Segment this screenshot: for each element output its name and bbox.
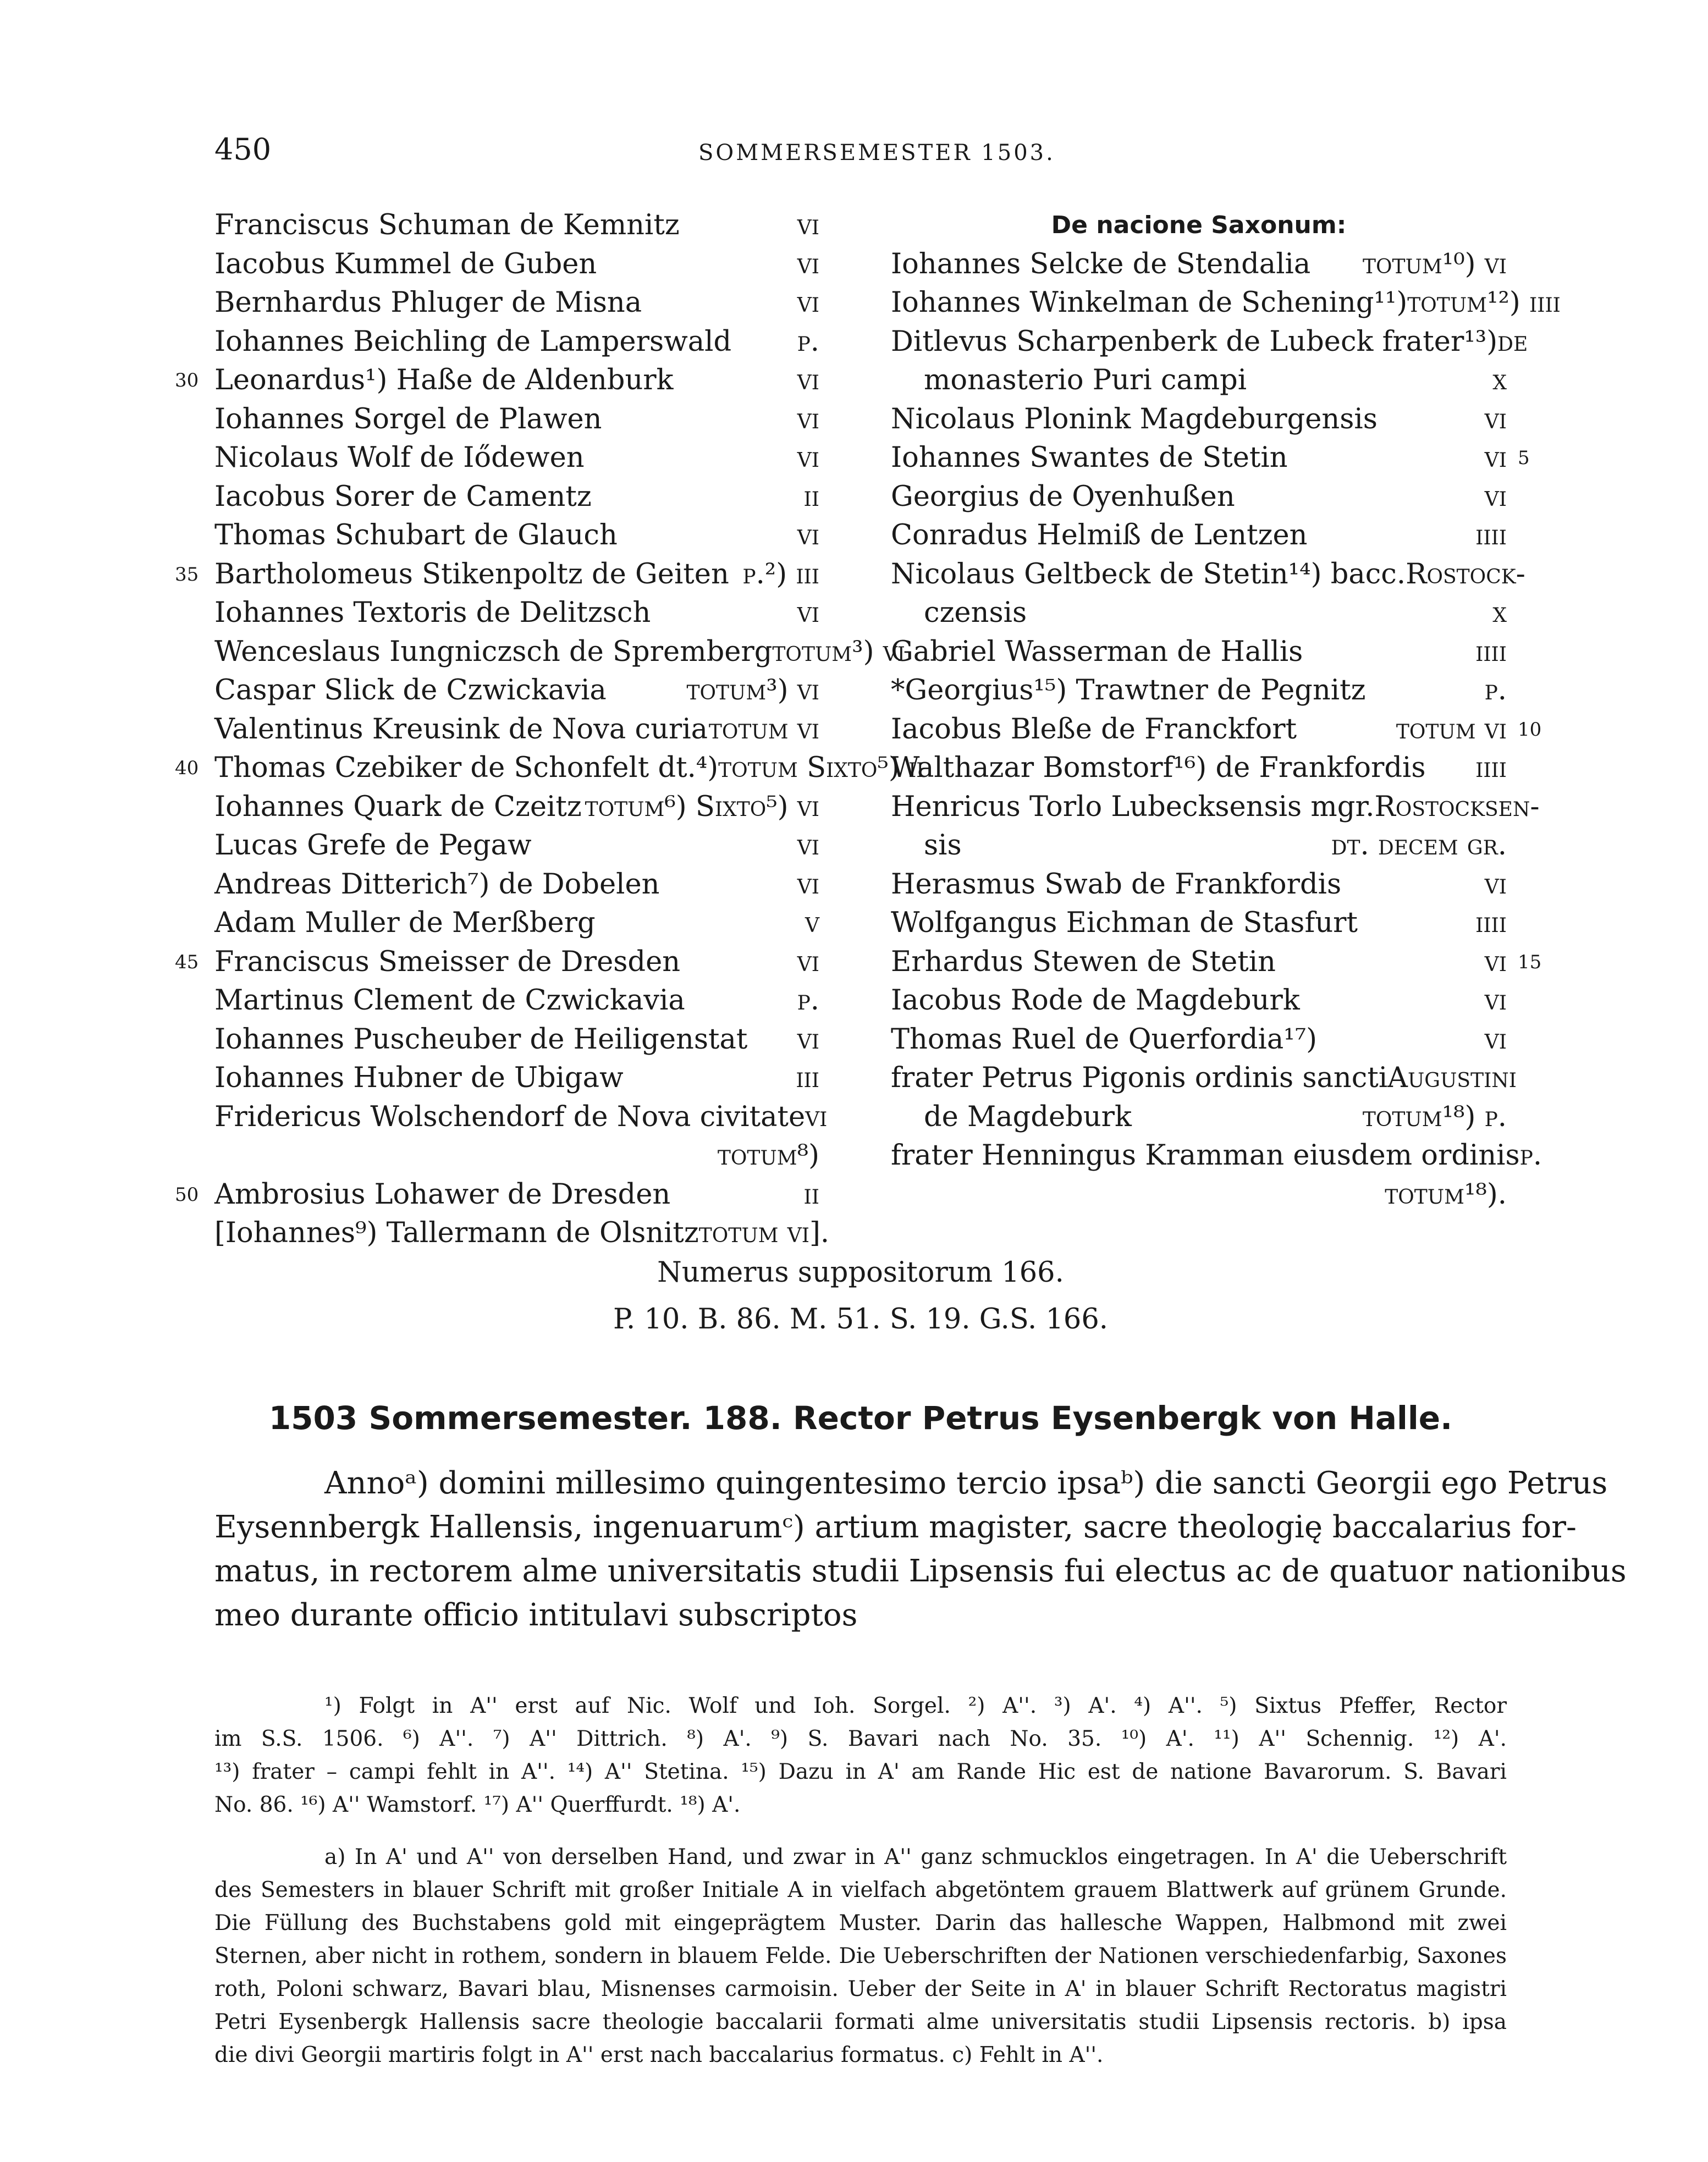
entry-fee: totum⁸) — [717, 1139, 819, 1172]
entry-fee: vi — [797, 519, 819, 551]
entry-fee: iiii — [1475, 519, 1507, 551]
entry-fee: vi — [1484, 402, 1507, 435]
register-entry — [891, 671, 1507, 710]
entry-fee: vi — [1484, 442, 1507, 474]
line-number: 50 — [175, 1184, 199, 1206]
line-number: 10 — [1518, 719, 1542, 741]
page-number: 450 — [214, 132, 272, 167]
entry-name: Adam Muller de Merßberg — [214, 907, 596, 939]
entry-fee: vi — [797, 868, 819, 901]
entry-name: de Magdeburk — [924, 1100, 1132, 1133]
entry-fee: vi — [1484, 1023, 1507, 1056]
summary-breakdown: P. 10. B. 86. M. 51. S. 19. G.S. 166. — [613, 1303, 1108, 1336]
entry-fee: iiii — [1475, 635, 1507, 668]
entry-name: Iohannes Puscheuber de Heiligenstat — [214, 1023, 748, 1056]
entry-name: Herasmus Swab de Frankfordis — [891, 868, 1342, 901]
nation-heading-text: De nacione Saxonum: — [1051, 211, 1347, 239]
entry-fee: p. — [1484, 674, 1507, 707]
entry-fee: iiii — [1475, 907, 1507, 939]
entry-name: Caspar Slick de Czwickavia — [214, 674, 607, 707]
footnote-line: No. 86. ¹⁶) A'' Wamstorf. ¹⁷) A'' Querffurdt. ¹⁸) A'. — [214, 1793, 741, 1817]
register-entry — [214, 981, 819, 1021]
entry-name: Nicolaus Geltbeck de Stetin¹⁴) bacc. — [891, 558, 1406, 591]
entry-fee: p.²) iii — [742, 558, 819, 591]
footnote-line: Die Füllung des Buchstabens gold mit eingeprägtem Muster. Darin das hallesche Wappen, Halbmond mit zwei — [214, 1911, 1507, 1935]
nation-heading — [891, 206, 1507, 245]
entry-fee: totum¹²) iiii — [1407, 286, 1561, 319]
register-entry — [891, 400, 1507, 439]
entry-fee: totum¹⁸) p. — [1362, 1100, 1507, 1133]
entry-name: Iohannes Sorgel de Plawen — [214, 402, 602, 435]
register-entry — [214, 1137, 819, 1176]
register-entry — [891, 865, 1507, 904]
register-entry — [214, 400, 819, 439]
entry-name: Iohannes Beichling de Lamperswald — [214, 325, 732, 358]
entry-fee: x — [1492, 597, 1507, 629]
register-entry — [214, 671, 819, 710]
register-entry — [891, 516, 1507, 555]
register-entry — [214, 1176, 819, 1215]
entry-name: Thomas Schubart de Glauch — [214, 519, 618, 551]
register-entry — [214, 826, 819, 865]
body-text-line: Annoᵃ) domini millesimo quingentesimo tercio ipsaᵇ) die sancti Georgii ego Petrus — [324, 1465, 1608, 1501]
register-entry — [214, 788, 819, 827]
register-entry — [214, 361, 819, 400]
entry-name: Wolfgangus Eichman de Stasfurt — [891, 907, 1358, 939]
entry-fee: vi — [797, 364, 819, 396]
entry-name: [Iohannes⁹) Tallermann de Olsnitz — [214, 1217, 699, 1249]
entry-name: Henricus Torlo Lubecksensis mgr. — [891, 790, 1375, 823]
entry-fee: iiii — [1475, 752, 1507, 784]
register-entry — [214, 1214, 830, 1253]
entry-fee: x — [1492, 364, 1507, 396]
entry-fee: vi — [1484, 945, 1507, 978]
register-entry — [214, 865, 819, 904]
running-head: SOMMERSEMESTER 1503. — [698, 140, 1055, 166]
entry-name: Gabriel Wasserman de Hallis — [891, 635, 1303, 668]
entry-fee: vi — [797, 247, 819, 280]
line-number: 40 — [175, 757, 199, 779]
entry-fee: vi — [797, 1023, 819, 1056]
entry-name: Iacobus Sorer de Camentz — [214, 480, 592, 513]
register-entry — [214, 633, 905, 672]
register-entry — [891, 439, 1507, 478]
register-entry — [214, 245, 819, 284]
entry-name: Iohannes Winkelman de Schening¹¹) — [891, 286, 1408, 319]
register-entry — [891, 245, 1507, 284]
right-register-column — [891, 206, 1561, 1214]
entry-fee: vi — [797, 829, 819, 862]
entry-name: Andreas Ditterich⁷) de Dobelen — [214, 868, 660, 901]
entry-name: Iohannes Quark de Czeitz — [214, 790, 582, 823]
entry-name: Iohannes Selcke de Stendalia — [891, 247, 1311, 280]
footnote-line: des Semesters in blauer Schrift mit großer Initiale A in vielfach abgetöntem grauem Blattwerk auf grünem Grunde. — [214, 1878, 1507, 1902]
register-entry — [214, 555, 819, 594]
entry-name: *Georgius¹⁵) Trawtner de Pegnitz — [891, 674, 1366, 707]
entry-fee: de — [1497, 325, 1528, 358]
entry-fee: totum³) vi — [686, 674, 819, 707]
footnote-line: roth, Poloni schwarz, Bavari blau, Misnenses carmoisin. Ueber der Seite in A' in blauer Schrift Rectoratus magistri — [214, 1977, 1507, 2001]
entry-fee: totum Sixto⁵) ii — [718, 752, 924, 784]
register-entry — [891, 1021, 1507, 1060]
entry-fee: iii — [796, 1062, 819, 1094]
register-entry — [891, 710, 1507, 749]
entry-fee: vi — [805, 1100, 828, 1133]
entry-name: Bernhardus Phluger de Misna — [214, 286, 642, 319]
entry-name: Ditlevus Scharpenberk de Lubeck frater¹³) — [891, 325, 1498, 358]
register-entry — [891, 788, 1540, 827]
entry-name: czensis — [924, 597, 1027, 629]
summary-total: Numerus suppositorum 166. — [657, 1256, 1064, 1289]
entry-fee: p. — [797, 325, 819, 358]
register-entry — [891, 633, 1507, 672]
entry-name: Iacobus Kummel de Guben — [214, 247, 597, 280]
entry-fee: vi — [1484, 480, 1507, 513]
entry-fee: vi — [1484, 984, 1507, 1017]
register-entry — [214, 904, 819, 943]
register-entry — [891, 1059, 1517, 1098]
register-entry — [891, 943, 1507, 982]
entry-fee: ii — [803, 1178, 819, 1211]
register-entry — [891, 478, 1507, 517]
entry-name: Leonardus¹) Haße de Aldenburk — [214, 364, 674, 396]
entry-fee: p. — [797, 984, 819, 1017]
register-entry — [214, 439, 819, 478]
register-entry — [214, 323, 819, 362]
entry-name: Iacobus Rode de Magdeburk — [891, 984, 1300, 1017]
entry-fee: totum¹⁸). — [1385, 1178, 1507, 1211]
entry-fee: p. — [1519, 1139, 1542, 1172]
entry-name: frater Henningus Kramman eiusdem ordinis — [891, 1139, 1520, 1172]
register-entry — [214, 1059, 819, 1098]
entry-fee: Rostock- — [1406, 558, 1525, 591]
entry-fee: totum vi — [1396, 713, 1507, 746]
body-text-line: meo durante officio intitulavi subscriptos — [214, 1597, 858, 1633]
register-entry — [214, 710, 819, 749]
body-text-line: matus, in rectorem alme universitatis studii Lipsensis fui electus ac de quatuor nationibus — [214, 1553, 1627, 1589]
body-text-line: Eysennbergk Hallensis, ingenuarumᶜ) artium magister, sacre theologię baccalarius for- — [214, 1509, 1577, 1545]
entry-fee: v — [805, 907, 819, 939]
entry-fee: vi — [797, 597, 819, 629]
register-entry — [891, 594, 1507, 633]
entry-name: Conradus Helmiß de Lentzen — [891, 519, 1308, 551]
entry-fee: vi — [797, 442, 819, 474]
register-entry — [891, 1098, 1507, 1137]
entry-fee: vi — [797, 945, 819, 978]
entry-name: Georgius de Oyenhußen — [891, 480, 1235, 513]
entry-name: frater Petrus Pigonis ordinis sancti — [891, 1062, 1388, 1094]
register-entry — [891, 284, 1561, 323]
entry-name: monasterio Puri campi — [924, 364, 1247, 396]
register-entry — [214, 1098, 828, 1137]
register-entry — [891, 1137, 1542, 1176]
entry-fee: dt. decem gr. — [1331, 829, 1507, 862]
line-number: 5 — [1518, 447, 1530, 469]
entry-name: Ambrosius Lohawer de Dresden — [214, 1178, 671, 1211]
footnote-line: im S.S. 1506. ⁶) A''. ⁷) A'' Dittrich. ⁸) A'. ⁹) S. Bavari nach No. 35. ¹⁰) A'. ¹¹) A'' Schennig. ¹²) A'. — [214, 1727, 1507, 1751]
entry-fee: vi — [797, 402, 819, 435]
entry-name: Iohannes Hubner de Ubigaw — [214, 1062, 624, 1094]
line-number: 30 — [175, 369, 199, 391]
entry-name: Bartholomeus Stikenpoltz de Geiten — [214, 558, 729, 591]
entry-name: Nicolaus Plonink Magdeburgensis — [891, 402, 1378, 435]
entry-name: sis — [924, 829, 962, 862]
entry-fee: ii — [803, 480, 819, 513]
entry-name: Martinus Clement de Czwickavia — [214, 984, 685, 1017]
entry-name: Iohannes Textoris de Delitzsch — [214, 597, 651, 629]
register-entry — [214, 516, 819, 555]
entry-fee: vi — [797, 286, 819, 319]
footnote-line: ¹) Folgt in A'' erst auf Nic. Wolf und Ioh. Sorgel. ²) A''. ³) A'. ⁴) A''. ⁵) Sixtus Pfeffer, Rector — [324, 1694, 1507, 1718]
left-register-column — [214, 206, 924, 1253]
entry-fee: totum⁶) Sixto⁵) vi — [585, 790, 819, 823]
register-entry — [214, 1021, 819, 1060]
entry-name: Thomas Ruel de Querfordia¹⁷) — [891, 1023, 1318, 1056]
entry-name: Wenceslaus Iungniczsch de Spremberg — [214, 635, 773, 668]
entry-fee: Rostocksen- — [1374, 790, 1540, 823]
register-entry — [891, 749, 1507, 788]
entry-name: Lucas Grefe de Pegaw — [214, 829, 532, 862]
section-heading: 1503 Sommersemester. 188. Rector Petrus Eysenbergk von Halle. — [268, 1399, 1453, 1437]
entry-fee: totum vi — [708, 713, 819, 746]
entry-fee: totum³) vi — [772, 635, 905, 668]
entry-name: Thomas Czebiker de Schonfelt dt.⁴) — [214, 752, 719, 784]
entry-name: Fridericus Wolschendorf de Nova civitate — [214, 1100, 806, 1133]
register-entry — [214, 943, 819, 982]
footnote-line: die divi Georgii martiris folgt in A'' erst nach baccalarius formatus. c) Fehlt in A''. — [214, 2043, 1104, 2067]
entry-fee: totum vi]. — [698, 1217, 830, 1249]
entry-name: Iohannes Swantes de Stetin — [891, 442, 1288, 474]
entry-name: Franciscus Smeisser de Dresden — [214, 945, 681, 978]
line-number: 45 — [175, 951, 199, 973]
register-entry — [214, 284, 819, 323]
footnote-line: ¹³) frater – campi fehlt in A''. ¹⁴) A'' Stetina. ¹⁵) Dazu in A' am Rande Hic est de natione Bavarorum. S. Bavari — [214, 1760, 1507, 1784]
entry-name: Nicolaus Wolf de Iődewen — [214, 442, 585, 474]
entry-name: Valentinus Kreusink de Nova curia — [214, 713, 708, 746]
line-number: 15 — [1518, 951, 1542, 973]
entry-fee: vi — [1484, 868, 1507, 901]
footnote-line: Sternen, aber nicht in rothem, sondern in blauem Felde. Die Ueberschriften der Nationen verschiedenfarbig, Saxones — [214, 1944, 1507, 1968]
entry-fee: Augustini — [1387, 1062, 1517, 1094]
register-entry — [214, 749, 924, 788]
entry-name: Walthazar Bomstorf¹⁶) de Frankfordis — [891, 752, 1426, 784]
register-entry — [891, 904, 1507, 943]
register-entry — [891, 826, 1507, 865]
entry-name: Franciscus Schuman de Kemnitz — [214, 209, 680, 241]
line-number: 35 — [175, 564, 199, 586]
register-entry — [214, 206, 819, 245]
register-entry — [891, 1176, 1507, 1215]
entry-fee: totum¹⁰) vi — [1363, 247, 1507, 280]
footnote-line: a) In A' und A'' von derselben Hand, und zwar in A'' ganz schmucklos eingetragen. In A' die Ueberschrift — [324, 1845, 1507, 1869]
footnote-line: Petri Eysenbergk Hallensis sacre theologie baccalarii formati alme universitatis studii Lipsensis rectoris. b) ipsa — [214, 2010, 1507, 2034]
register-entry — [214, 478, 819, 517]
register-entry — [891, 555, 1525, 594]
register-entry — [891, 323, 1528, 362]
register-entry — [891, 981, 1507, 1021]
register-entry — [891, 361, 1507, 400]
entry-name: Erhardus Stewen de Stetin — [891, 945, 1276, 978]
entry-fee: vi — [797, 209, 819, 241]
entry-name: Iacobus Bleße de Franckfort — [891, 713, 1297, 746]
register-entry — [214, 594, 819, 633]
